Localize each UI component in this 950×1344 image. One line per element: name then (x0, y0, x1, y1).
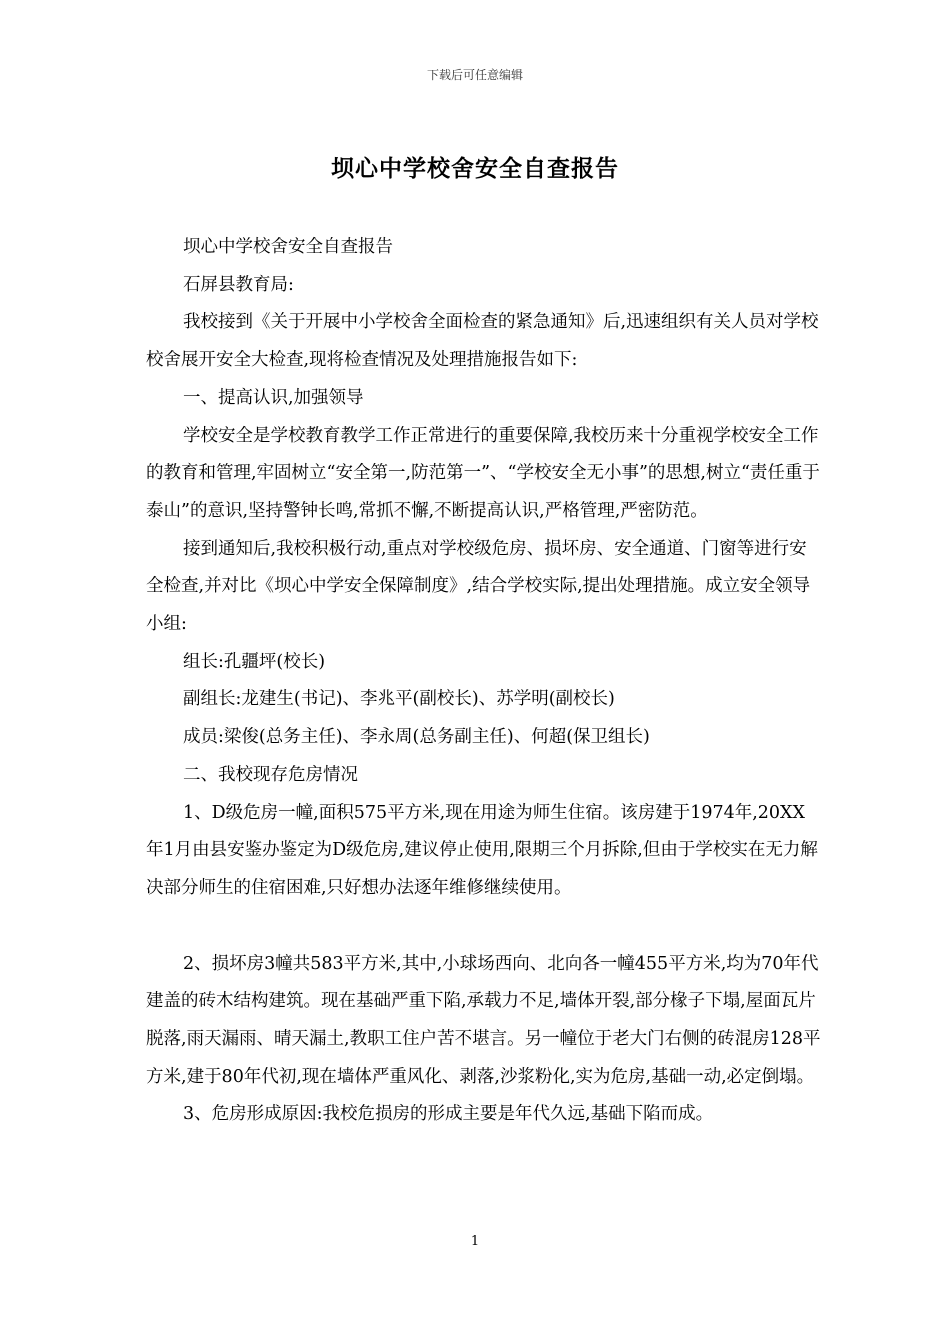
paragraph-subtitle: 坝心中学校舍安全自查报告 (183, 237, 393, 257)
paragraph-damaged: 2、损坏房3幢共583平方米,其中,小球场西向、北向各一幢455平方米,均为70年代建盖的砖木结构建筑。现在基础严重下陷,承载力不足,墙体开裂,部分椽子下塌,屋面瓦片脱落,雨天漏雨、晴天漏土,教职工住户苦不堪言。另一幢位于老大门右侧的砖混房128平方米,建于80年代初,现在墙体严重风化、剥落,沙浆粉化,实为危房,基础一动,必定倒塌。 (146, 953, 821, 1087)
document-title: 坝心中学校舍安全自查报告 (331, 155, 619, 182)
paragraph-intro: 我校接到《关于开展中小学校舍全面检查的紧急通知》后,迅速组织有关人员对学校校舍展开安全大检查,现将检查情况及处理措施报告如下: (146, 312, 819, 371)
section-heading-2: 二、我校现存危房情况 (183, 764, 358, 785)
section-heading-1: 一、提高认识,加强领导 (183, 387, 364, 408)
paragraph-action: 接到通知后,我校积极行动,重点对学校级危房、损坏房、安全通道、门窗等进行安全检查,并对比《坝心中学安全保障制度》,结合学校实际,提出处理措施。成立安全领导小组: (146, 538, 811, 635)
paragraph-gap (146, 908, 822, 946)
paragraph-d-level: 1、D级危房一幢,面积575平方米,现在用途为师生住宿。该房建于1974年,20XX年1月由县安鉴办鉴定为D级危房,建议停止使用,限期三个月拆除,但由于学校实在无力解决部分师生的住宿困难,只好想办法逐年维修继续使用。 (146, 802, 818, 898)
header-note: 下载后可任意编辑 (426, 68, 523, 82)
paragraph-leader: 组长:孔疆坪(校长) (183, 651, 326, 672)
paragraph-recipient: 石屏县教育局: (183, 274, 294, 295)
paragraph-cause: 3、危房形成原因:我校危损房的形成主要是年代久远,基础下陷而成。 (183, 1104, 714, 1125)
paragraph-members: 成员:梁俊(总务主任)、李永周(总务副主任)、何超(保卫组长) (183, 727, 650, 748)
paragraph-deputies: 副组长:龙建生(书记)、李兆平(副校长)、苏学明(副校长) (183, 689, 615, 710)
page-number: 1 (470, 1234, 480, 1249)
paragraph-safety: 学校安全是学校教育教学工作正常进行的重要保障,我校历来十分重视学校安全工作的教育和管理,牢固树立“安全第一,防范第一”、“学校安全无小事”的思想,树立“责任重于泰山”的意识,坚持警钟长鸣,常抓不懈,不断提高认识,严格管理,严密防范。 (146, 425, 820, 521)
document-body (146, 229, 822, 1134)
